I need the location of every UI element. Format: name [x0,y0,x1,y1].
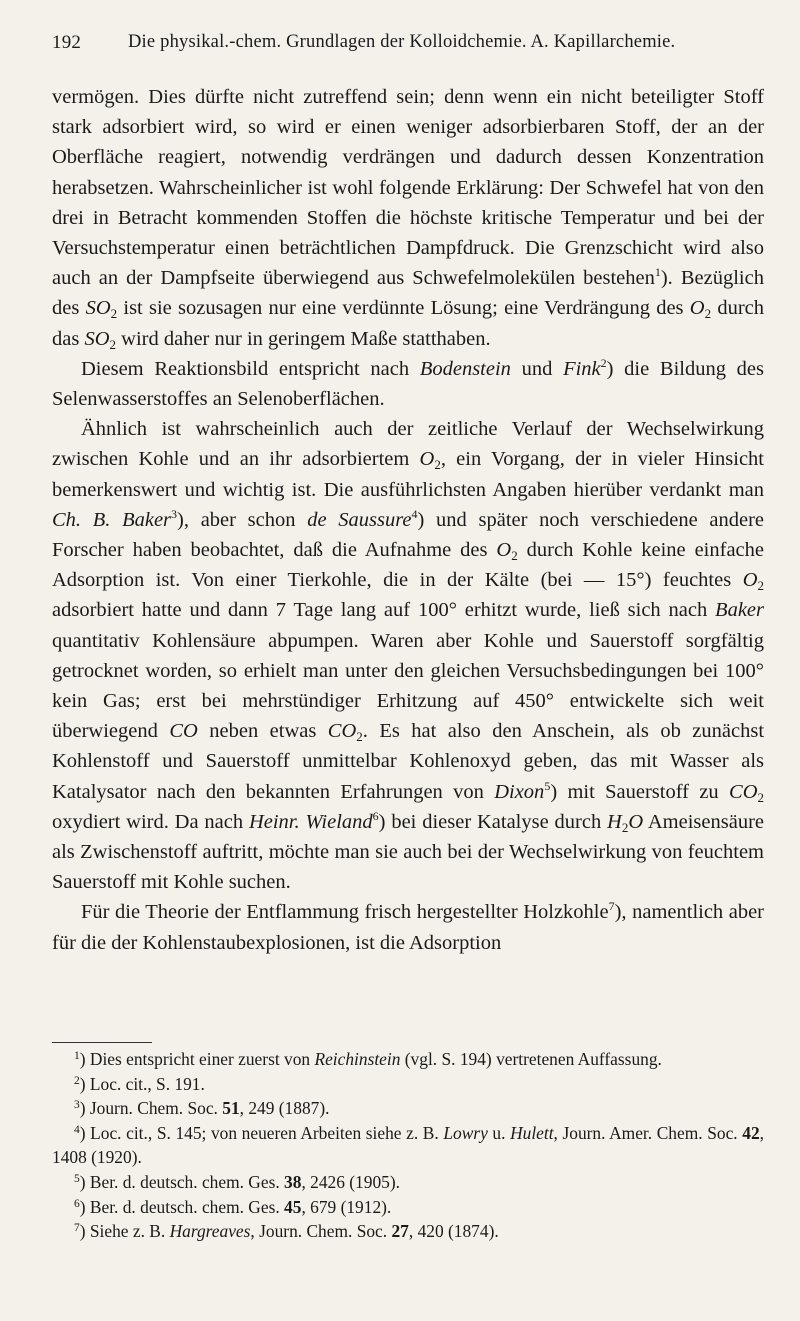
footnote-number: 4 [74,1123,80,1136]
footnote-text: ) Ber. d. deutsch. chem. Ges. 38, 2426 (1905). [79,1171,400,1192]
footnote-number: 3 [74,1099,80,1112]
footnote [52,1170,764,1195]
body-text [52,82,764,958]
paragraph: Ähnlich ist wahrscheinlich auch der zeitliche Verlauf der Wechselwirkung zwischen Kohle und an ihr adsorbiertem $O_2$, ein Vorgang, der in vieler Hinsicht bemerkenswert und wichtig ist. Die ausführlichsten Angaben hierüber verdankt man Ch. B. Baker$^3$), aber schon de Saussure$^4$) und später noch verschiedene andere Forscher haben beobachtet, daß die Aufnahme des $O_2$ durch Kohle keine einfache Adsorption ist. Von einer Tierkohle, die in der Kälte (bei — 15°) feuchtes $O_2$ adsorbiert hatte und dann 7 Tage lang auf 100° erhitzt wurde, ließ sich nach Baker quantitativ Kohlensäure abpumpen. Waren aber Kohle und Sauerstoff sorgfältig getrocknet worden, so erhielt man unter den gleichen Versuchsbedingungen bei 100° kein Gas; erst bei mehrstündiger Erhitzung auf 450° entwickelte sich weit überwiegend CO neben etwas $CO_2$. Es hat also den Anschein, als ob zunächst Kohlenstoff und Sauerstoff unmittelbar Kohlenoxyd geben, das mit Wasser als Katalysator nach den bekannten Erfahrungen von Dixon$^5$) mit Sauerstoff zu $CO_2$ oxydiert wird. Da nach Heinr. Wieland$^6$) bei dieser Katalyse durch $H_2O$ Ameisensäure als Zwischenstoff auftritt, möchte man sie auch bei der Wechselwirkung von feuchtem Sauerstoff mit Kohle suchen. [52,418,765,894]
footnote-text: ) Ber. d. deutsch. chem. Ges. 45, 679 (1912). [79,1196,392,1217]
footnote-text: ) Siehe z. B. Hargreaves, Journ. Chem. Soc. 27, 420 (1874). [79,1221,499,1242]
footnote-text: ) Loc. cit., S. 191. [79,1073,205,1094]
footnote [52,1121,764,1170]
footnote-text: ) Dies entspricht einer zuerst von Reichinstein (vgl. S. 194) vertretenen Auffassung. [79,1049,662,1069]
footnote-number: 2 [74,1074,80,1087]
page-number: 192 [52,32,82,53]
footnote-number: 5 [74,1172,80,1185]
footnote-number: 6 [74,1197,80,1210]
footnote-number: 7 [74,1222,80,1235]
footnote-number: 1 [74,1050,80,1062]
footnote [52,1195,764,1220]
footnote-text: ) Journ. Chem. Soc. 51, 249 (1887). [79,1098,330,1119]
footnote [52,1219,764,1244]
paragraph: vermögen. Dies dürfte nicht zutreffend sein; denn wenn ein nicht beteiligter Stoff stark adsorbiert wird, so wird er einen weniger adsorbierbaren Stoff, der an der Oberfläche reagiert, notwendig verdrängen und dadurch dessen Konzentration herabsetzen. Wahrscheinlicher ist wohl folgende Erklärung: Der Schwefel hat von den drei in Betracht kommenden Stoffen die höchste kritische Temperatur und bei der Versuchstemperatur einen beträchtlichen Dampfdruck. Die Grenzschicht wird also auch an der Dampfseite überwiegend aus Schwefelmolekülen bestehen$^1$). Bezüglich des $SO_2$ ist sie sozusagen nur eine verdünnte Lösung; eine Verdrängung des $O_2$ durch das $SO_2$ wird daher nur in geringem Maße statthaben. [52,86,765,352]
footnotes [52,1047,764,1244]
footnote-text: ) Loc. cit., S. 145; von neueren Arbeiten siehe z. B. Lowry u. Hulett, Journ. Amer. Chem. Soc. 42, 1408 (1920). [52,1122,764,1168]
footnote [52,1047,764,1072]
paragraph: Diesem Reaktionsbild entspricht nach Bodenstein und Fink$^2$) die Bildung des Selenwasserstoffes an Selenoberflächen. [52,355,765,411]
footnote-divider [52,1042,152,1043]
footnote [52,1096,764,1121]
running-title: Die physikal.-chem. Grundlagen der Kolloidchemie. A. Kapillarchemie. [128,32,676,52]
footnote [52,1072,764,1097]
paragraph: Für die Theorie der Entflammung frisch hergestellter Holzkohle$^7$), namentlich aber für die der Kohlenstaubexplosionen, ist die Adsorption [52,899,764,954]
